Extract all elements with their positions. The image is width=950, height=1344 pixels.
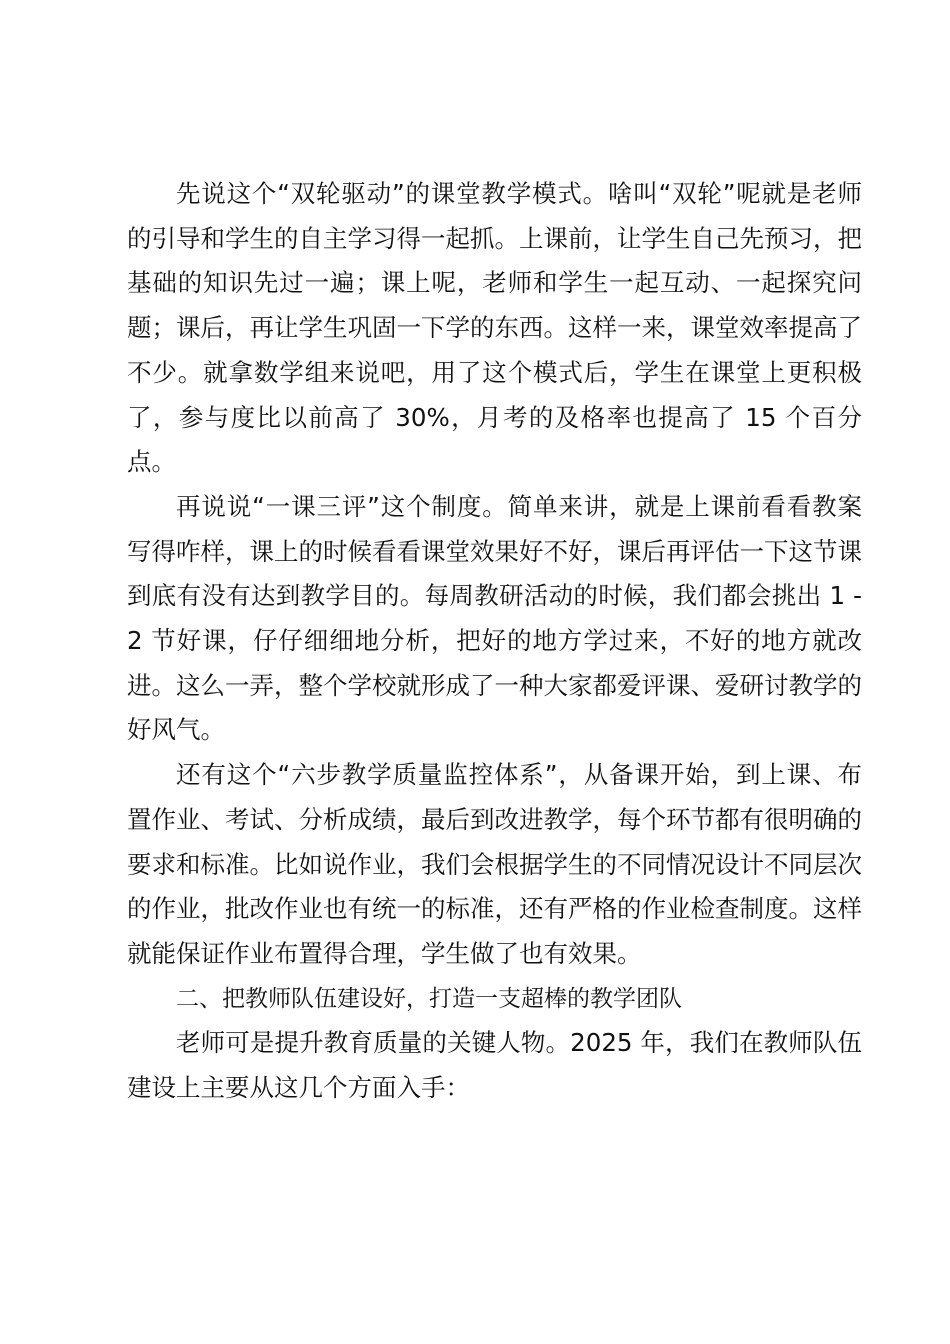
paragraph-double-wheel-model: 先说这个“双轮驱动”的课堂教学模式。啥叫“双轮”呢就是老师的引导和学生的自主学习得一起抓。上课前，让学生自己先预习，把基础的知识先过一遍；课上呢，老师和学生一起互动、一起探究问题；课后，再让学生巩固一下学的东西。这样一来，课堂效率提高了不少。就拿数学组来说吧，用了这个模式后，学生在课堂上更积极了，参与度比以前高了 30%，月考的及格率也提高了 15 个百分点。: [127, 179, 862, 477]
paragraph-teacher-team-intro: 老师可是提升教育质量的关键人物。2025 年，我们在教师队伍建设上主要从这几个方面入手：: [127, 1028, 862, 1103]
paragraph-six-step-monitoring: 还有这个“六步教学质量监控体系”，从备课开始，到上课、布置作业、考试、分析成绩，最后到改进教学，每个环节都有很明确的要求和标准。比如说作业，我们会根据学生的不同情况设计不同层次的作业，批改作业也有统一的标准，还有严格的作业检查制度。这样就能保证作业布置得合理，学生做了也有效果。: [127, 760, 862, 968]
document-body: [127, 172, 862, 1111]
paragraph-one-lesson-three-reviews: 再说说“一课三评”这个制度。简单来讲，就是上课前看看教案写得咋样，课上的时候看看课堂效果好不好，课后再评估一下这节课到底有没有达到教学目的。每周教研活动的时候，我们都会挑出 1 - 2 节好课，仔仔细细地分析，把好的地方学过来，不好的地方就改进。这么一弄，整个学校就形成了一种大家都爱评课、爱研讨教学的好风气。: [127, 491, 862, 745]
section-heading: 二、把教师队伍建设好，打造一支超棒的教学团队: [176, 985, 682, 1012]
